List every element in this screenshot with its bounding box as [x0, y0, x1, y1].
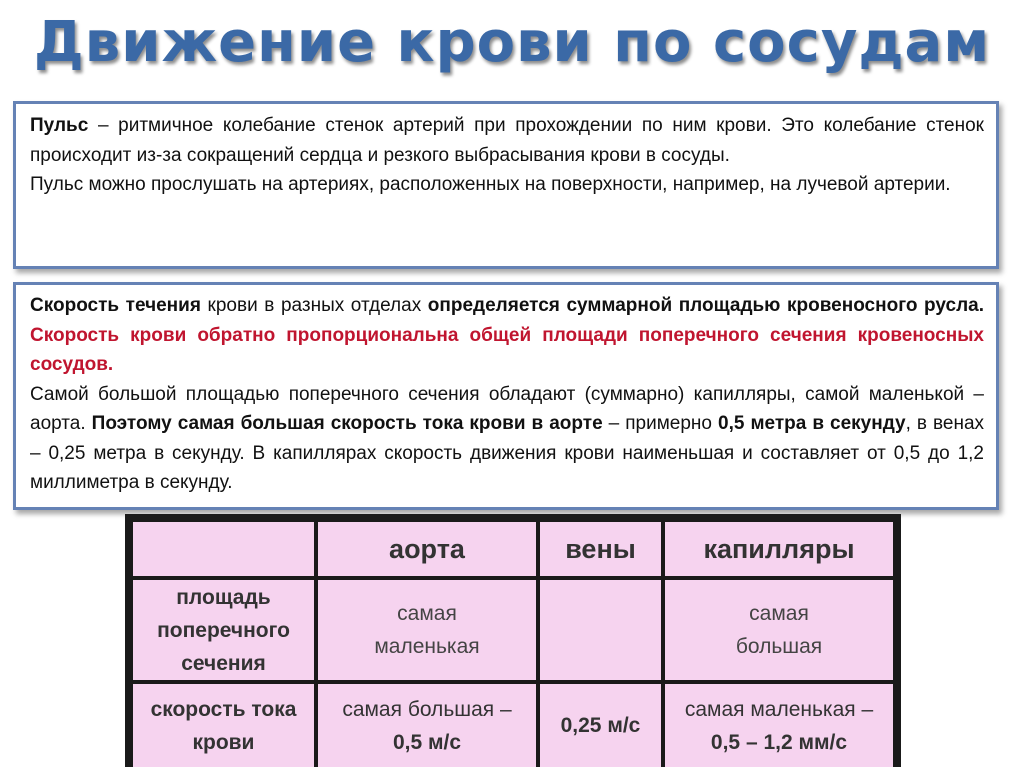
pulse-definition: – ритмичное колебание стенок артерий при прохождении по ним крови. Это колебание стенок происходит из-за сокращений сердца и резкого выбрасывания крови в сосуды. — [30, 115, 984, 166]
pulse-term: Пульс — [30, 115, 89, 136]
speed-bold-3: 0,5 метра в секунду — [718, 413, 906, 434]
row-label-area-line: площадь — [176, 585, 271, 609]
cell-area-aorta — [318, 580, 536, 680]
pulse-definition-box — [13, 101, 999, 269]
cell-area-capillaries-line: самая — [749, 602, 809, 625]
speed-bold-2: Поэтому самая большая скорость тока крови в аорте — [91, 413, 603, 434]
cell-speed-capillaries — [665, 684, 893, 767]
speed-bold-1: определяется суммарной площадью кровеносного русла. — [427, 295, 984, 316]
speed-text-1: крови в разных отделах — [200, 295, 428, 316]
cell-speed-aorta — [318, 684, 536, 767]
row-label-speed — [133, 684, 314, 767]
pulse-definition-text — [30, 111, 984, 170]
speed-text-2: Самой большой площадью поперечного сечения обладают (суммарно) капилляры, самой маленькой – аорта. — [30, 383, 984, 434]
header-veins: вены — [540, 522, 661, 576]
cell-area-capillaries — [665, 580, 893, 680]
row-label-area-line: сечения — [181, 651, 266, 675]
row-label-speed-line: крови — [192, 730, 255, 754]
row-label-speed-line: скорость тока — [150, 697, 297, 721]
cell-area-capillaries-line: большая — [735, 635, 823, 658]
header-capillaries: капилляры — [665, 522, 893, 576]
cell-speed-veins: 0,25 м/с — [540, 684, 661, 767]
header-aorta: аорта — [318, 522, 536, 576]
speed-text-4: , в венах – 0,25 метра в секунду. В капиллярах скорость движения крови наименьшая и составляет от 0,5 до 1,2 миллиметра в секунду. — [30, 413, 985, 493]
page-title: Движение крови по сосудам — [33, 10, 991, 75]
blood-speed-box — [13, 282, 999, 510]
cell-area-aorta-line: самая — [397, 602, 457, 625]
speed-paragraph-1 — [30, 291, 984, 380]
cell-speed-capillaries-value: 0,5 – 1,2 мм/с — [710, 730, 848, 754]
speed-term: Скорость течения — [30, 295, 201, 316]
cell-area-aorta-line: маленькая — [374, 635, 480, 658]
speed-text-3: – примерно — [602, 413, 719, 434]
row-label-area — [133, 580, 314, 680]
pulse-listen-text: Пульс можно прослушать на артериях, расположенных на поверхности, например, на лучевой артерии. — [30, 174, 951, 195]
cell-area-veins — [540, 580, 661, 680]
comparison-table — [125, 514, 901, 767]
cell-speed-aorta-value: 0,5 м/с — [392, 730, 462, 754]
header-empty-cell — [133, 522, 314, 576]
row-label-area-line: поперечного — [157, 618, 290, 642]
cell-speed-aorta-line: самая большая – — [342, 697, 512, 721]
cell-speed-capillaries-line: самая маленькая – — [684, 697, 874, 721]
speed-paragraph-2 — [30, 380, 984, 498]
speed-red-statement: Скорость крови обратно пропорциональна общей площади поперечного сечения кровеносных сосудов. — [30, 324, 984, 375]
